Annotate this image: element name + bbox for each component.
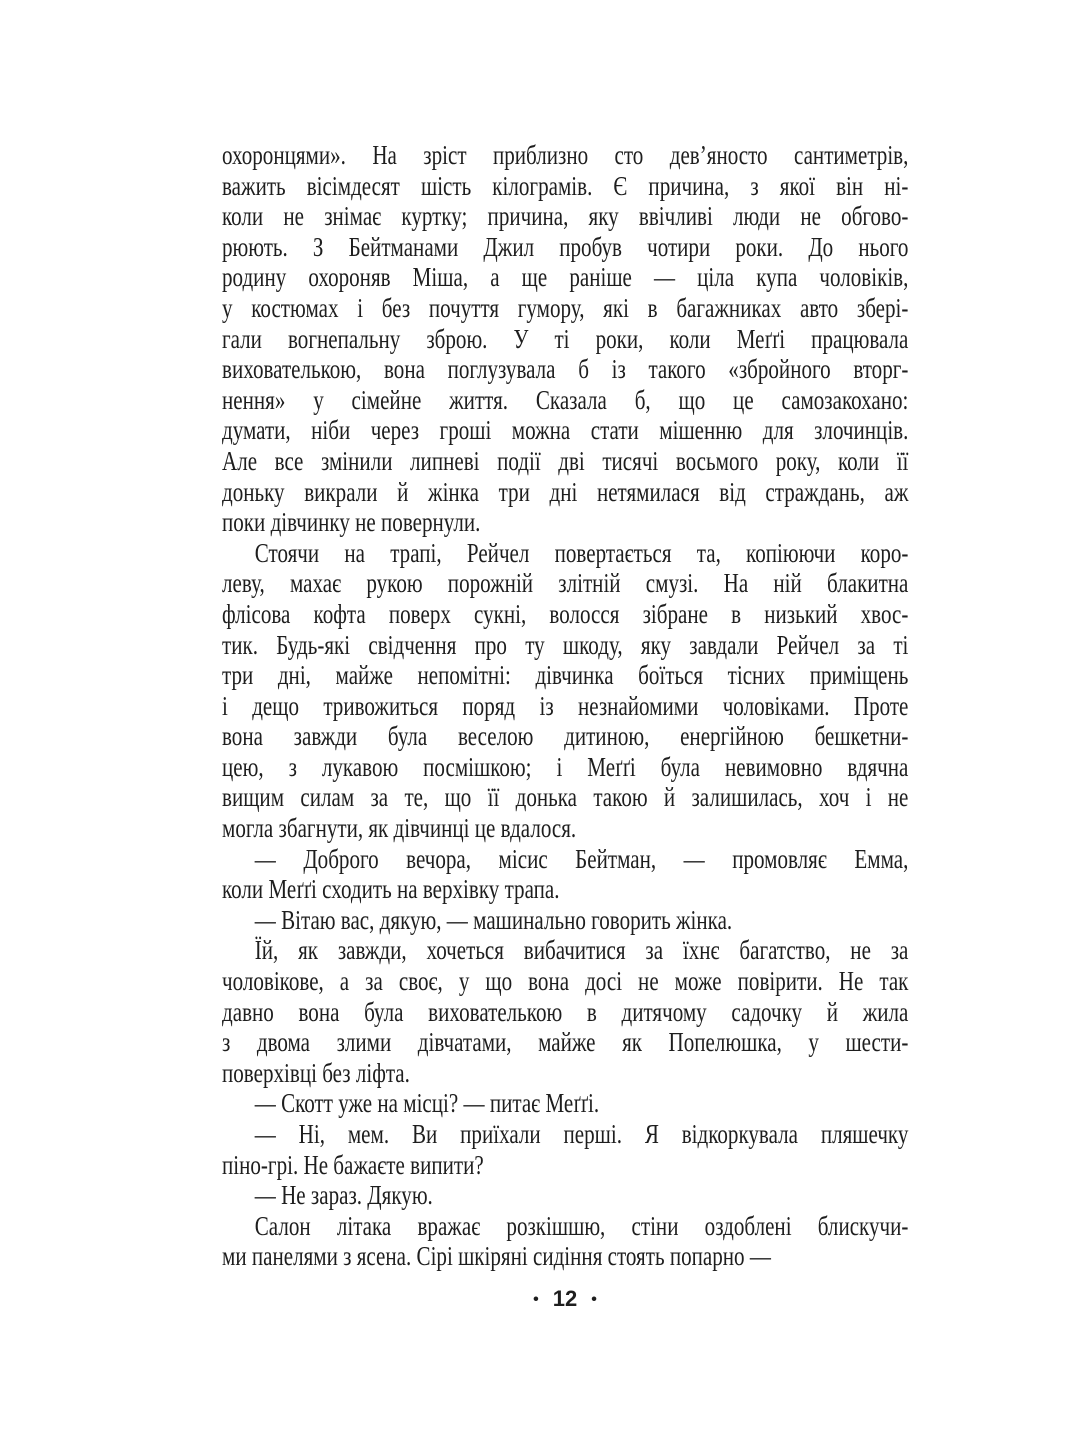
text-line: важить вісімдесят шість кілограмів. Є причина, з якої він ні- — [222, 170, 909, 201]
text-line: чоловікове, а за своє, у що вона досі не може повірити. Не так — [222, 966, 909, 997]
text-line: могла збагнути, як дівчинці це вдалося. — [222, 813, 577, 844]
text-line: Стоячи на трапі, Рейчел повертається та, копіюючи коро- — [254, 537, 909, 568]
text-line: піно-грі. Не бажаєте випити? — [222, 1149, 484, 1180]
text-line: вихователькою, вона поглузувала б із такого «збройного вторг- — [222, 354, 909, 385]
text-line: вищим силам за те, що її донька такою й залишилась, хоч і не — [222, 782, 909, 813]
footer-dot-right-icon: • — [591, 1291, 597, 1308]
text-line: Але все змінили липневі події дві тисячі восьмого року, коли її — [222, 445, 909, 476]
text-line: гали вогнепальну зброю. У ті роки, коли Меґґі працювала — [222, 323, 909, 354]
text-line: Салон літака вражає розкішшю, стіни оздоблені блискучи- — [254, 1210, 909, 1241]
text-line: ми панелями з ясена. Сірі шкіряні сидіння стоять попарно — — [222, 1241, 771, 1272]
text-line: тик. Будь-які свідчення про ту шкоду, яку завдали Рейчел за ті — [222, 629, 909, 660]
page-footer — [222, 1286, 908, 1312]
text-line: давно вона була вихователькою в дитячому садочку й жила — [222, 996, 909, 1027]
text-line: леву, махає рукою порожній злітній смузі. На ній блакитна — [222, 568, 909, 599]
text-line: і дещо тривожиться поряд із незнайомими чоловіками. Проте — [222, 690, 909, 721]
text-line: три дні, майже непомітні: дівчинка боїться тісних приміщень — [222, 660, 909, 691]
text-column — [222, 140, 908, 1272]
text-line: — Вітаю вас, дякую, — машинально говорить жінка. — [254, 904, 733, 935]
text-line: доньку викрали й жінка три дні нетямилася від страждань, аж — [222, 476, 909, 507]
text-line: коли Меґґі сходить на верхівку трапа. — [222, 874, 560, 905]
text-line: нення» у сімейне життя. Сказала б, що це самозакохано: — [222, 384, 909, 415]
text-line: поки дівчинку не повернули. — [222, 507, 481, 538]
text-line: вона завжди була веселою дитиною, енергійною бешкетни- — [222, 721, 909, 752]
text-line: у костюмах і без почуття гумору, які в багажниках авто збері- — [222, 292, 909, 323]
text-line: — Скотт уже на місці? — питає Меґґі. — [254, 1088, 600, 1119]
text-line: поверхівці без ліфта. — [222, 1057, 410, 1088]
page-number: 12 — [552, 1286, 578, 1311]
text-line: флісова кофта поверх сукні, волосся зібране в низький хвос- — [222, 598, 909, 629]
text-line: — Доброго вечора, місис Бейтман, — промовляє Емма, — [254, 843, 909, 874]
text-line: родину охороняв Міша, а ще раніше — ціла купа чоловіків, — [222, 262, 909, 293]
text-line: Їй, як завжди, хочеться вибачитися за їхнє багатство, не за — [254, 935, 909, 966]
text-line: — Не зараз. Дякую. — [254, 1180, 433, 1211]
text-line: з двома злими дівчатами, майже як Попелюшка, у шести- — [222, 1027, 909, 1058]
text-line: думати, ніби через гроші можна стати мішенню для злочинців. — [222, 415, 909, 446]
text-line: охоронцями». На зріст приблизно сто дев’яносто сантиметрів, — [222, 140, 909, 170]
text-line: цею, з лукавою посмішкою; і Меґґі була невимовно вдячна — [222, 751, 909, 782]
footer-dot-left-icon: • — [533, 1291, 539, 1308]
text-line: рюють. З Бейтманами Джил пробув чотири роки. До нього — [222, 231, 909, 262]
text-line: — Ні, мем. Ви приїхали перші. Я відкоркувала пляшечку — [254, 1119, 909, 1149]
text-line: коли не знімає куртку; причина, яку ввічливі люди не обгово- — [222, 201, 909, 232]
